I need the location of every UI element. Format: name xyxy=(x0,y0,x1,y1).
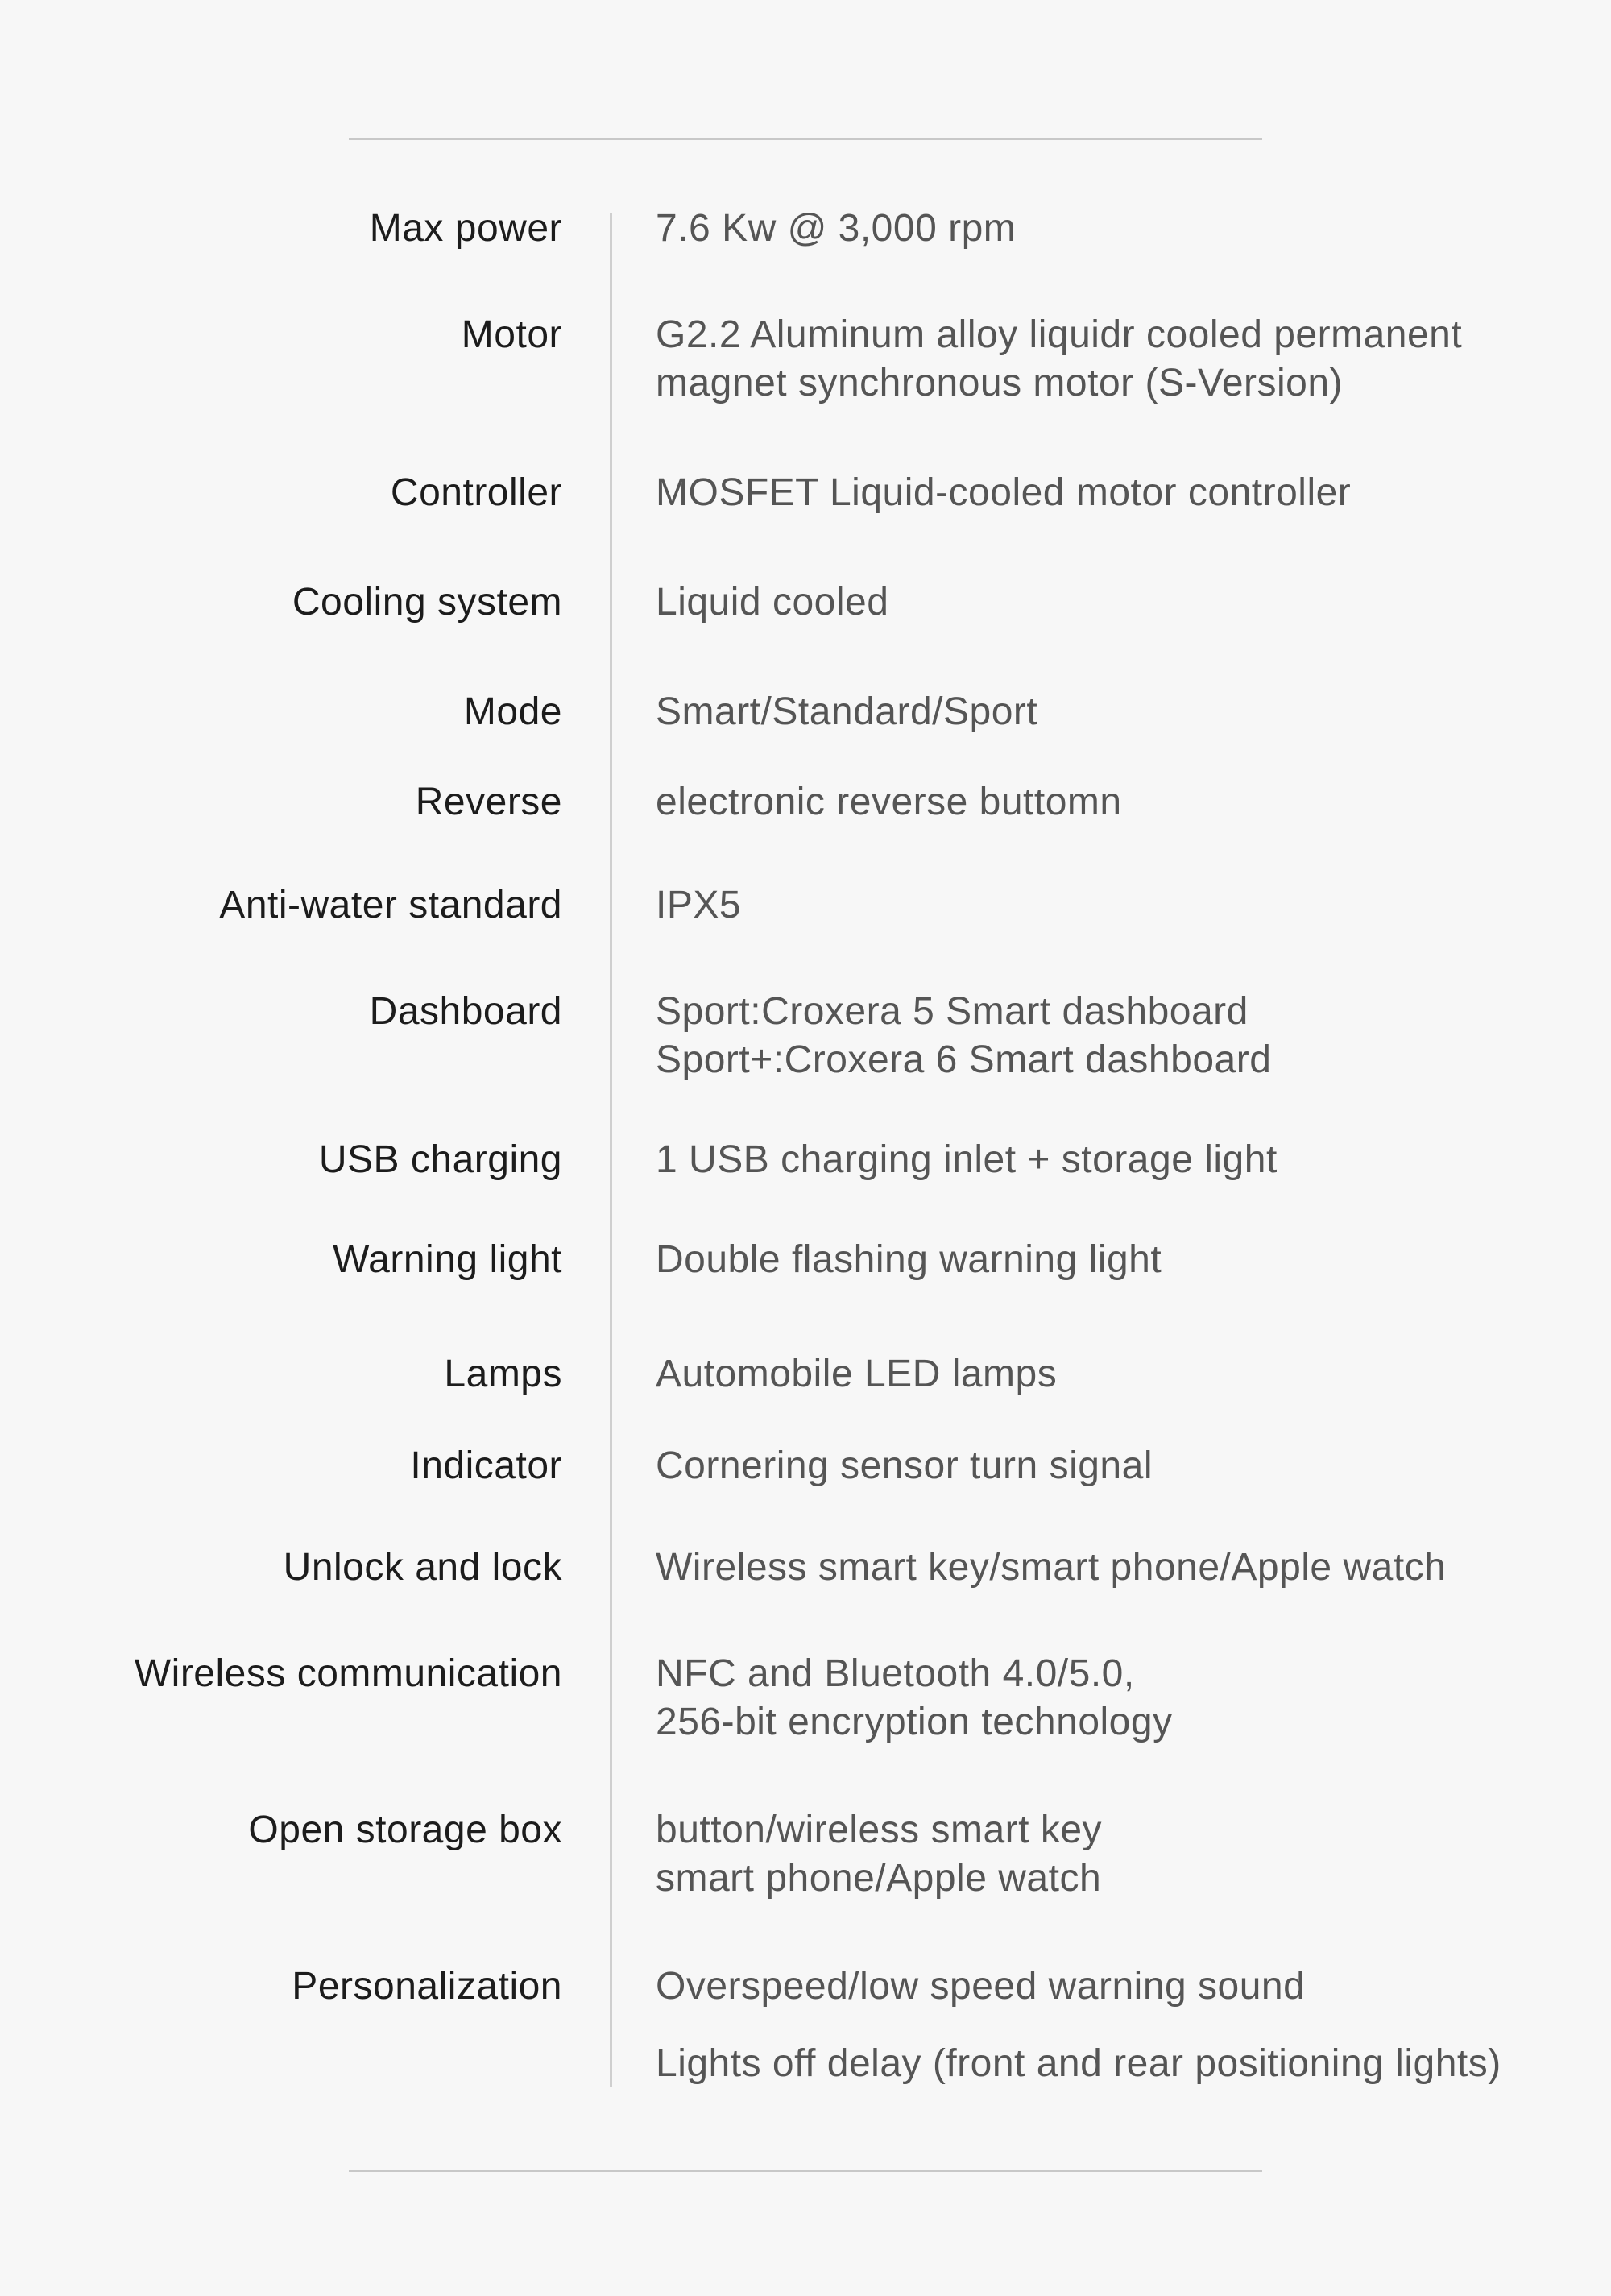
spec-value-line: MOSFET Liquid-cooled motor controller xyxy=(656,471,1352,514)
spec-value-reverse xyxy=(656,778,1122,827)
spec-label-cooling-system: Cooling system xyxy=(292,581,562,624)
spec-value-cooling-system xyxy=(656,578,888,627)
spec-label-mode: Mode xyxy=(463,690,562,733)
spec-label-dashboard: Dashboard xyxy=(369,990,562,1033)
spec-label-max-power: Max power xyxy=(369,207,562,250)
spec-label-indicator: Indicator xyxy=(410,1444,562,1487)
top-divider-line xyxy=(349,138,1262,140)
spec-value-max-power xyxy=(656,205,1016,253)
spec-value-dashboard xyxy=(656,988,1271,1084)
spec-value-unlock-and-lock xyxy=(656,1544,1446,1592)
spec-label-motor: Motor xyxy=(461,313,562,356)
spec-label-anti-water-standard: Anti-water standard xyxy=(219,884,562,926)
spec-value-open-storage-box xyxy=(656,1806,1102,1903)
spec-value-line: G2.2 Aluminum alloy liquidr cooled permanent xyxy=(656,313,1463,356)
spec-value-lamps xyxy=(656,1350,1057,1399)
spec-value-line: Wireless smart key/smart phone/Apple watch xyxy=(656,1546,1447,1589)
spec-value-personalization xyxy=(656,1962,1501,2088)
spec-value-line: Smart/Standard/Sport xyxy=(656,690,1038,733)
column-divider xyxy=(610,213,612,2087)
spec-label-personalization: Personalization xyxy=(292,1965,562,2008)
spec-value-line: 1 USB charging inlet + storage light xyxy=(656,1138,1278,1181)
spec-value-line: Sport:Croxera 5 Smart dashboard xyxy=(656,990,1249,1033)
spec-value-line: IPX5 xyxy=(656,884,742,926)
spec-value-anti-water-standard xyxy=(656,881,741,930)
spec-label-lamps: Lamps xyxy=(444,1353,562,1395)
spec-value-wireless-communication xyxy=(656,1650,1173,1747)
spec-value-line: Cornering sensor turn signal xyxy=(656,1444,1153,1487)
spec-label-open-storage-box: Open storage box xyxy=(248,1809,562,1851)
spec-value-warning-light xyxy=(656,1236,1162,1284)
spec-value-indicator xyxy=(656,1442,1153,1490)
spec-value-line: 7.6 Kw @ 3,000 rpm xyxy=(656,207,1017,250)
spec-value-line: Lights off delay (front and rear positioning lights) xyxy=(656,2042,1501,2085)
bottom-divider-line xyxy=(349,2170,1262,2172)
spec-value-line: electronic reverse buttomn xyxy=(656,781,1122,823)
spec-value-line: Liquid cooled xyxy=(656,581,889,624)
spec-value-controller xyxy=(656,469,1351,517)
spec-label-wireless-communication: Wireless communication xyxy=(134,1652,562,1695)
spec-value-line: Double flashing warning light xyxy=(656,1238,1162,1281)
spec-value-line: smart phone/Apple watch xyxy=(656,1857,1102,1900)
spec-value-mode xyxy=(656,688,1037,736)
spec-label-usb-charging: USB charging xyxy=(318,1138,562,1181)
spec-value-line: Sport+:Croxera 6 Smart dashboard xyxy=(656,1038,1272,1081)
spec-label-controller: Controller xyxy=(390,471,562,514)
spec-value-line: Overspeed/low speed warning sound xyxy=(656,1965,1306,2008)
spec-label-warning-light: Warning light xyxy=(333,1238,562,1281)
spec-label-reverse: Reverse xyxy=(415,781,562,823)
spec-value-line: NFC and Bluetooth 4.0/5.0, xyxy=(656,1652,1135,1695)
spec-value-usb-charging xyxy=(656,1136,1278,1184)
spec-value-line: 256-bit encryption technology xyxy=(656,1701,1173,1743)
spec-label-unlock-and-lock: Unlock and lock xyxy=(283,1546,562,1589)
spec-value-motor xyxy=(656,311,1462,408)
spec-value-line: Automobile LED lamps xyxy=(656,1353,1058,1395)
spec-value-line: button/wireless smart key xyxy=(656,1809,1103,1851)
spec-value-line: magnet synchronous motor (S-Version) xyxy=(656,362,1344,404)
